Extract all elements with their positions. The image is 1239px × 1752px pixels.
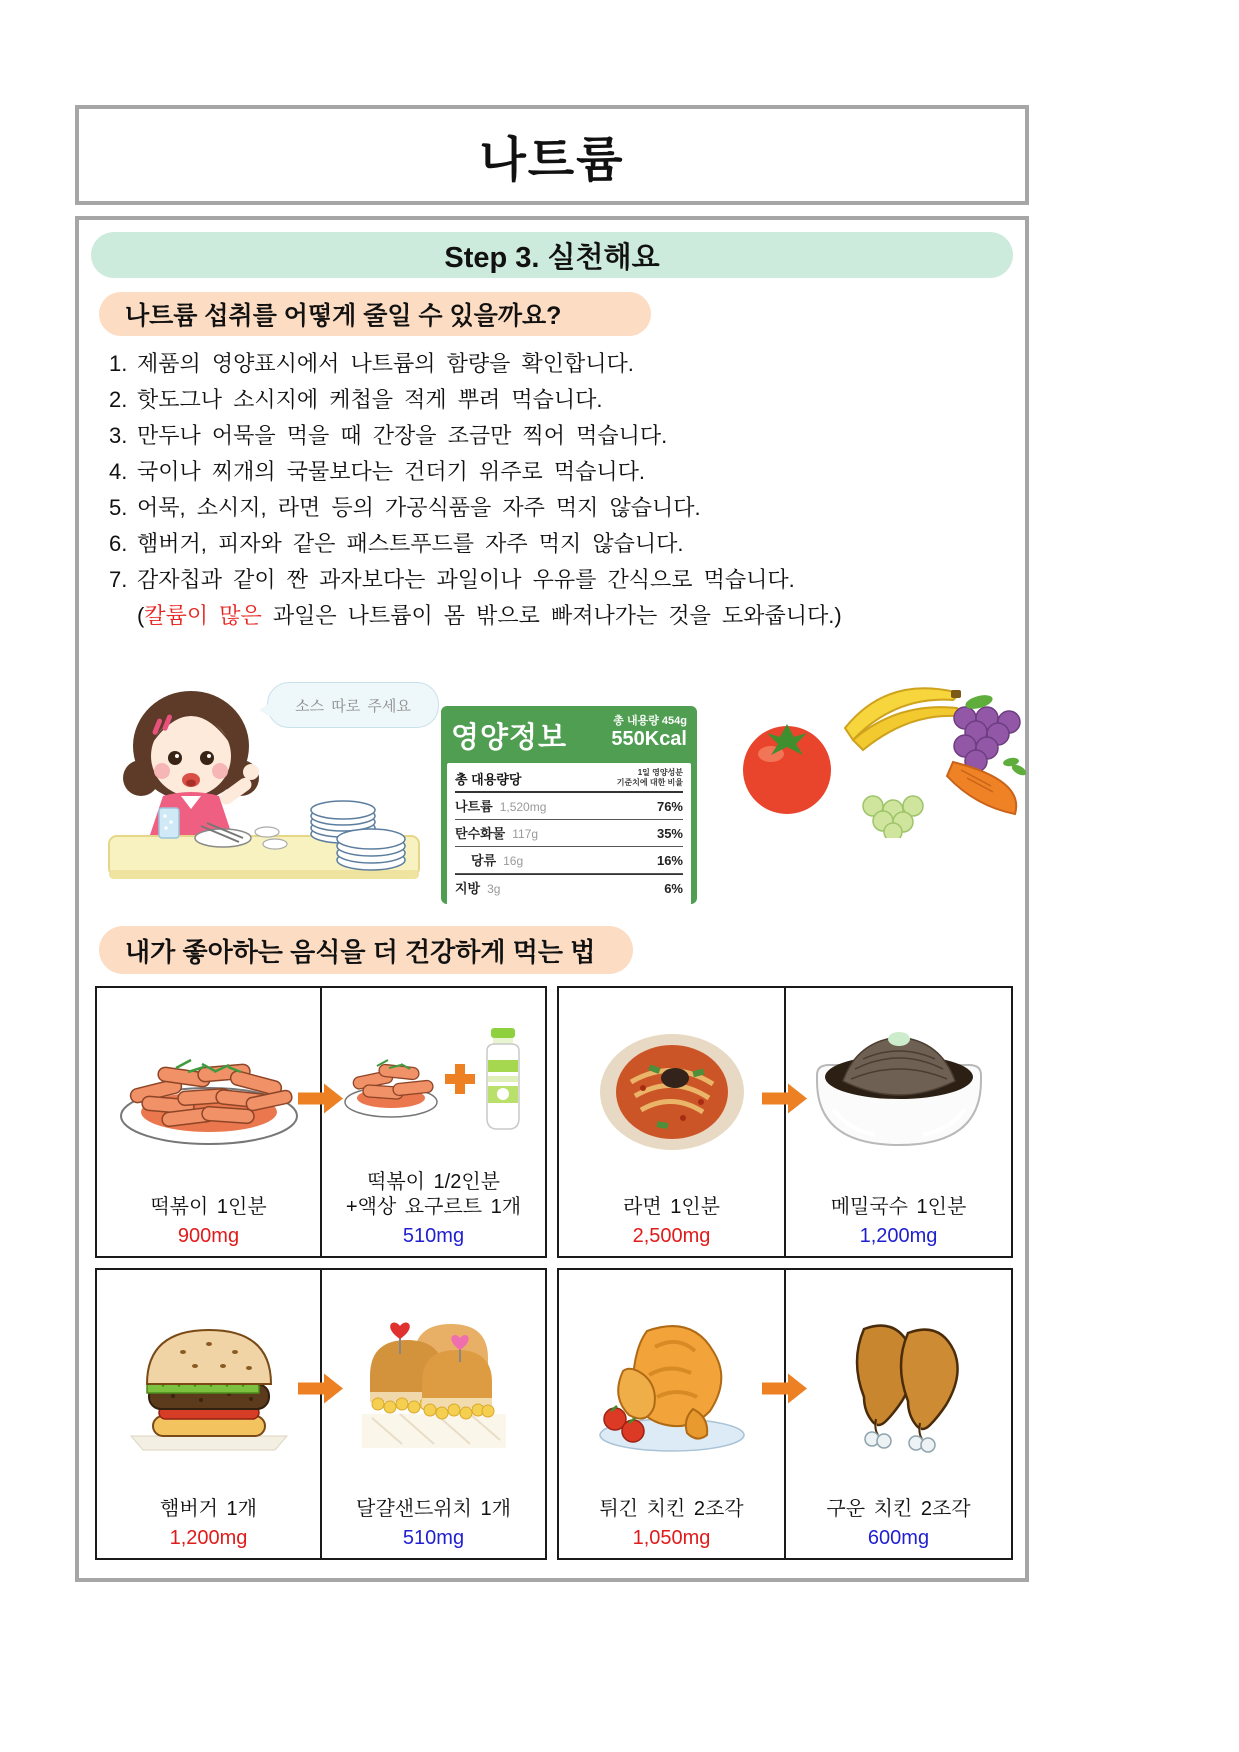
- ramen-illustration: [597, 1030, 747, 1154]
- tip-note: (칼륨이 많은 과일은 나트륨이 몸 밖으로 빠져나가는 것을 도와줍니다.): [137, 603, 842, 628]
- question-banner-label: 나트륨 섭취를 어떻게 줄일 수 있을까요?: [125, 302, 562, 330]
- fruits-figure: [727, 666, 1027, 843]
- arrow-right-icon: [298, 1371, 344, 1410]
- buckwheat-noodles-illustration: [799, 1025, 999, 1159]
- tip-text: 어묵, 소시지, 라면 등의 가공식품을 자주 먹지 않습니다.: [137, 495, 701, 520]
- comparison-box-chicken: [557, 1268, 1013, 1560]
- hamburger-illustration: [125, 1314, 293, 1454]
- tip-number: 3.: [109, 423, 128, 448]
- tip-item: [109, 382, 842, 418]
- step-banner-label: Step 3. 실천해요: [444, 241, 660, 274]
- nutrition-serving-row: [455, 765, 683, 793]
- before-cell: [559, 988, 786, 1256]
- tteokbokki-half-illustration: [341, 1034, 441, 1124]
- tip-item: [109, 454, 842, 490]
- food-label: 달걀샌드위치 1개: [356, 1498, 511, 1520]
- comparison-box-tteokbokki: [95, 986, 547, 1258]
- nutrition-header: [447, 712, 691, 763]
- after-cell: [786, 1270, 1011, 1558]
- before-cell: [97, 1270, 322, 1558]
- food-label-line2: +액상 요구르트 1개: [345, 1196, 522, 1218]
- food-label: 라면 1인분: [623, 1196, 720, 1218]
- nutrition-calories: 550Kcal: [611, 727, 687, 750]
- sodium-value: 510mg: [402, 1527, 465, 1549]
- nutrition-row-fat: 지방 3g 6%: [455, 874, 683, 901]
- nutrition-body: [447, 763, 691, 905]
- nutrition-facts-card: [441, 706, 697, 904]
- comparison-box-ramen: [557, 986, 1013, 1258]
- speech-bubble-text: 소스 따로 주세요: [295, 697, 411, 715]
- sodium-value: 600mg: [867, 1527, 930, 1549]
- sodium-value: 510mg: [402, 1225, 465, 1247]
- plus-icon: [445, 1064, 475, 1094]
- before-cell: [97, 988, 322, 1256]
- grilled-chicken-illustration: [824, 1313, 974, 1455]
- arrow-right-icon: [762, 1371, 808, 1410]
- comparison-grid: [95, 986, 1013, 1560]
- food-label: 메밀국수 1인분: [830, 1196, 967, 1218]
- after-cell: [322, 988, 545, 1256]
- food-label: 튀긴 치킨 2조각: [599, 1498, 744, 1520]
- healthy-eating-banner: [99, 926, 633, 974]
- nutrition-total-amount: 총 내용량 454g: [613, 715, 687, 727]
- before-cell: [559, 1270, 786, 1558]
- food-label: 떡볶이 1인분: [150, 1196, 267, 1218]
- nutrition-serving-header: 총 대용량당: [455, 771, 522, 787]
- after-cell: [322, 1270, 545, 1558]
- after-cell: [786, 988, 1011, 1256]
- tip-text: 국이나 찌개의 국물보다는 건더기 위주로 먹습니다.: [137, 459, 645, 484]
- nutrition-row-sugars: 당류 16g 16%: [455, 847, 683, 874]
- girl-figure: [103, 656, 439, 898]
- tip-text: 제품의 영양표시에서 나트륨의 함량을 확인합니다.: [137, 351, 634, 376]
- sodium-value: 1,200mg: [859, 1225, 938, 1247]
- tip-item: [109, 346, 842, 382]
- tip-number: 5.: [109, 495, 128, 520]
- tip-number: 2.: [109, 387, 128, 412]
- speech-bubble: [267, 682, 439, 728]
- question-banner: [99, 292, 651, 336]
- nutrition-row-carbs: 탄수화물 117g 35%: [455, 820, 683, 847]
- sodium-value: 1,050mg: [632, 1527, 711, 1549]
- content-box: [75, 216, 1029, 1582]
- tip-note-highlight: 칼륨이 많은: [144, 603, 262, 628]
- yogurt-bottle-illustration: [479, 1026, 527, 1132]
- sodium-value: 1,200mg: [169, 1527, 248, 1549]
- tteokbokki-illustration: [114, 1034, 304, 1149]
- tips-list: [109, 346, 842, 634]
- tip-text: 만두나 어묵을 먹을 때 간장을 조금만 찍어 먹습니다.: [137, 423, 668, 448]
- nutrition-title: 영양정보: [451, 722, 568, 754]
- nutrition-daily-note: 1일 영양성분 기준치에 대한 비율: [616, 768, 683, 787]
- tip-text: 햄버거, 피자와 같은 패스트푸드를 자주 먹지 않습니다.: [137, 531, 684, 556]
- title-box: [75, 105, 1029, 205]
- tip-number: 1.: [109, 351, 128, 376]
- arrow-right-icon: [762, 1081, 808, 1120]
- sodium-value: 2,500mg: [632, 1225, 711, 1247]
- food-label: 구운 치킨 2조각: [826, 1498, 971, 1520]
- fruits-illustration: [727, 666, 1027, 838]
- page-title: 나트륨: [479, 133, 625, 187]
- food-label: 떡볶이 1/2인분: [367, 1171, 500, 1193]
- step-banner: [91, 232, 1013, 278]
- tip-number: 7.: [109, 567, 128, 592]
- tip-item: [109, 490, 842, 526]
- food-label: 햄버거 1개: [160, 1498, 257, 1520]
- sodium-value: 900mg: [177, 1225, 240, 1247]
- fried-chicken-illustration: [597, 1313, 747, 1455]
- nutrition-row-sodium: 나트륨 1,520mg 76%: [455, 793, 683, 820]
- healthy-eating-banner-label: 내가 좋아하는 음식을 더 건강하게 먹는 법: [125, 936, 596, 967]
- arrow-right-icon: [298, 1081, 344, 1120]
- egg-sandwich-illustration: [356, 1314, 512, 1454]
- tip-text: 핫도그나 소시지에 케첩을 적게 뿌려 먹습니다.: [137, 387, 603, 412]
- tip-text: 감자칩과 같이 짠 과자보다는 과일이나 우유를 간식으로 먹습니다.: [137, 567, 795, 592]
- tip-item: [109, 562, 842, 598]
- tip-number: 6.: [109, 531, 128, 556]
- tip-item: [109, 418, 842, 454]
- comparison-box-hamburger: [95, 1268, 547, 1560]
- tip-number: 4.: [109, 459, 128, 484]
- tip-item: [109, 526, 842, 562]
